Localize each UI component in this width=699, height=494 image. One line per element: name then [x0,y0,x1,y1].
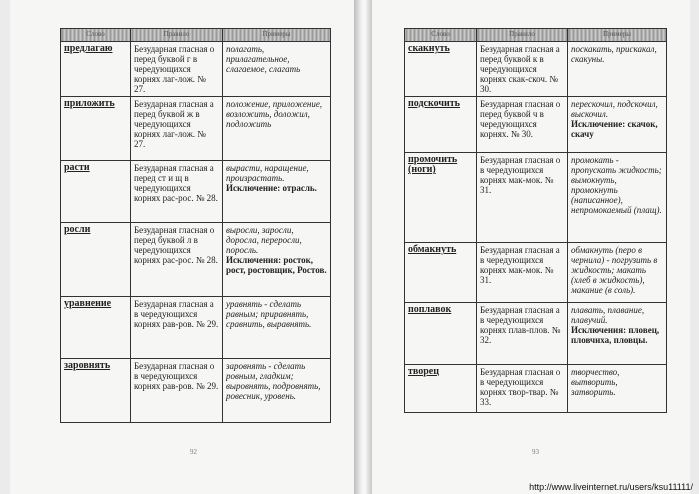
header-rule: Правило [131,29,223,42]
examples-text: вырасти, наращение, произрастать. [226,163,309,183]
examples-cell [223,297,331,359]
right-table [404,28,667,413]
rule-cell: Безударная гласная о в чередующихся корнях мак-мок. № 31. [477,153,568,243]
table-row [405,303,667,365]
rule-cell: Безударная гласная а в чередующихся корнях мак-мок. № 31. [477,243,568,303]
examples-cell [568,365,667,413]
rule-cell: Безударная гласная а перед ст и щ в чередующихся корнях рас-рос. № 28. [131,161,223,223]
rule-cell: Безударная гласная о в чередующихся корнях рав-ров. № 29. [131,359,223,423]
examples-cell [568,243,667,303]
header-word: Слово [405,29,477,42]
header-rule: Правило [477,29,568,42]
word-cell: предлагаю [61,42,131,97]
examples-text: уравнять - сделать равным; приравнять, сравнить, выравнять. [226,299,312,329]
word-cell: подскочить [405,97,477,153]
examples-text: перескочил, подскочил, выскочил. [571,99,658,119]
examples-cell [223,359,331,423]
table-row [61,42,331,97]
rule-cell: Безударная гласная а перед буквой ж в чередующихся корнях лаг-лож. № 27. [131,97,223,161]
examples-text: поскакать, прискакал, скакуны. [571,44,657,64]
examples-cell [223,223,331,297]
header-examples: Примеры [223,29,331,42]
word-cell: уравнение [61,297,131,359]
examples-text: полагать, прилагательное, слагаемое, слагать [226,44,301,74]
word-cell: поплавок [405,303,477,365]
table-row [405,42,667,97]
header-word: Слово [61,29,131,42]
left-page [10,0,354,494]
examples-text: обмакнуть (перо в чернила) - погрузить в жидкость; макать (хлеб в жидкость), макание (в соль). [571,245,658,295]
rule-cell: Безударная гласная а в чередующихся корнях рав-ров. № 29. [131,297,223,359]
rule-cell: Безударная гласная а перед буквой к в чередующихся корнях скак-скоч. № 30. [477,42,568,97]
table-row [405,153,667,243]
rule-cell: Безударная гласная о перед буквой л в чередующихся корнях рас-рос. № 28. [131,223,223,297]
examples-cell [568,153,667,243]
examples-cell [223,42,331,97]
table-row [61,297,331,359]
word-cell: росли [61,223,131,297]
book-spine [354,0,372,494]
examples-text: положение, приложение, возложить, доложил, подложить [226,99,323,129]
word-text: промочить [408,154,458,165]
table-row [405,97,667,153]
rule-cell: Безударная гласная о перед буквой г в чередующихся корнях лаг-лож. № 27. [131,42,223,97]
left-table [60,28,331,423]
examples-cell [568,42,667,97]
rule-cell: Безударная гласная а в чередующихся корнях плав-плов. № 32. [477,303,568,365]
exception-text: Исключение: скачок, скачу [571,119,658,139]
examples-text: плавать, плавание, плавучий. [571,305,645,325]
examples-text: промокать - пропускать жидкость; вымокнуть, промокнуть (написанное), непромокаемый (плащ). [571,155,662,215]
word-cell: расти [61,161,131,223]
word-cell: скакнуть [405,42,477,97]
table-header-row [61,29,331,42]
examples-cell [568,97,667,153]
examples-text: заровнять - сделать ровным, гладким; выровнять, подровнять, ровесник, уровень. [226,361,321,401]
word-cell [405,153,477,243]
table-row [61,97,331,161]
word-cell: обмакнуть [405,243,477,303]
exception-text: Исключения: пловец, пловчиха, пловцы. [571,325,660,345]
table-row [405,365,667,413]
table-row [61,161,331,223]
table-row [61,359,331,423]
examples-text: творчество, вытворить, затворить. [571,367,620,397]
watermark-url: http://www.liveinternet.ru/users/ksu11111/ [529,482,693,492]
exception-text: Исключение: отрасль. [226,183,317,193]
examples-text: выросли, заросли, доросла, переросли, поросль. [226,225,302,255]
table-row [61,223,331,297]
examples-cell [223,97,331,161]
word-cell: творец [405,365,477,413]
examples-cell [568,303,667,365]
examples-cell [223,161,331,223]
right-page [372,0,690,494]
page-number: 92 [190,448,197,456]
table-header-row [405,29,667,42]
exception-text: Исключения: росток, рост, ростовщик, Ростов. [226,255,327,275]
word-cell: приложить [61,97,131,161]
table-row [405,243,667,303]
rule-cell: Безударная гласная о в чередующихся корнях твор-твар. № 33. [477,365,568,413]
word-note: (ноги) [408,164,436,175]
word-cell: заровнять [61,359,131,423]
rule-cell: Безударная гласная о перед буквой ч в чередующихся корнях. № 30. [477,97,568,153]
header-examples: Примеры [568,29,667,42]
page-number: 93 [532,448,539,456]
